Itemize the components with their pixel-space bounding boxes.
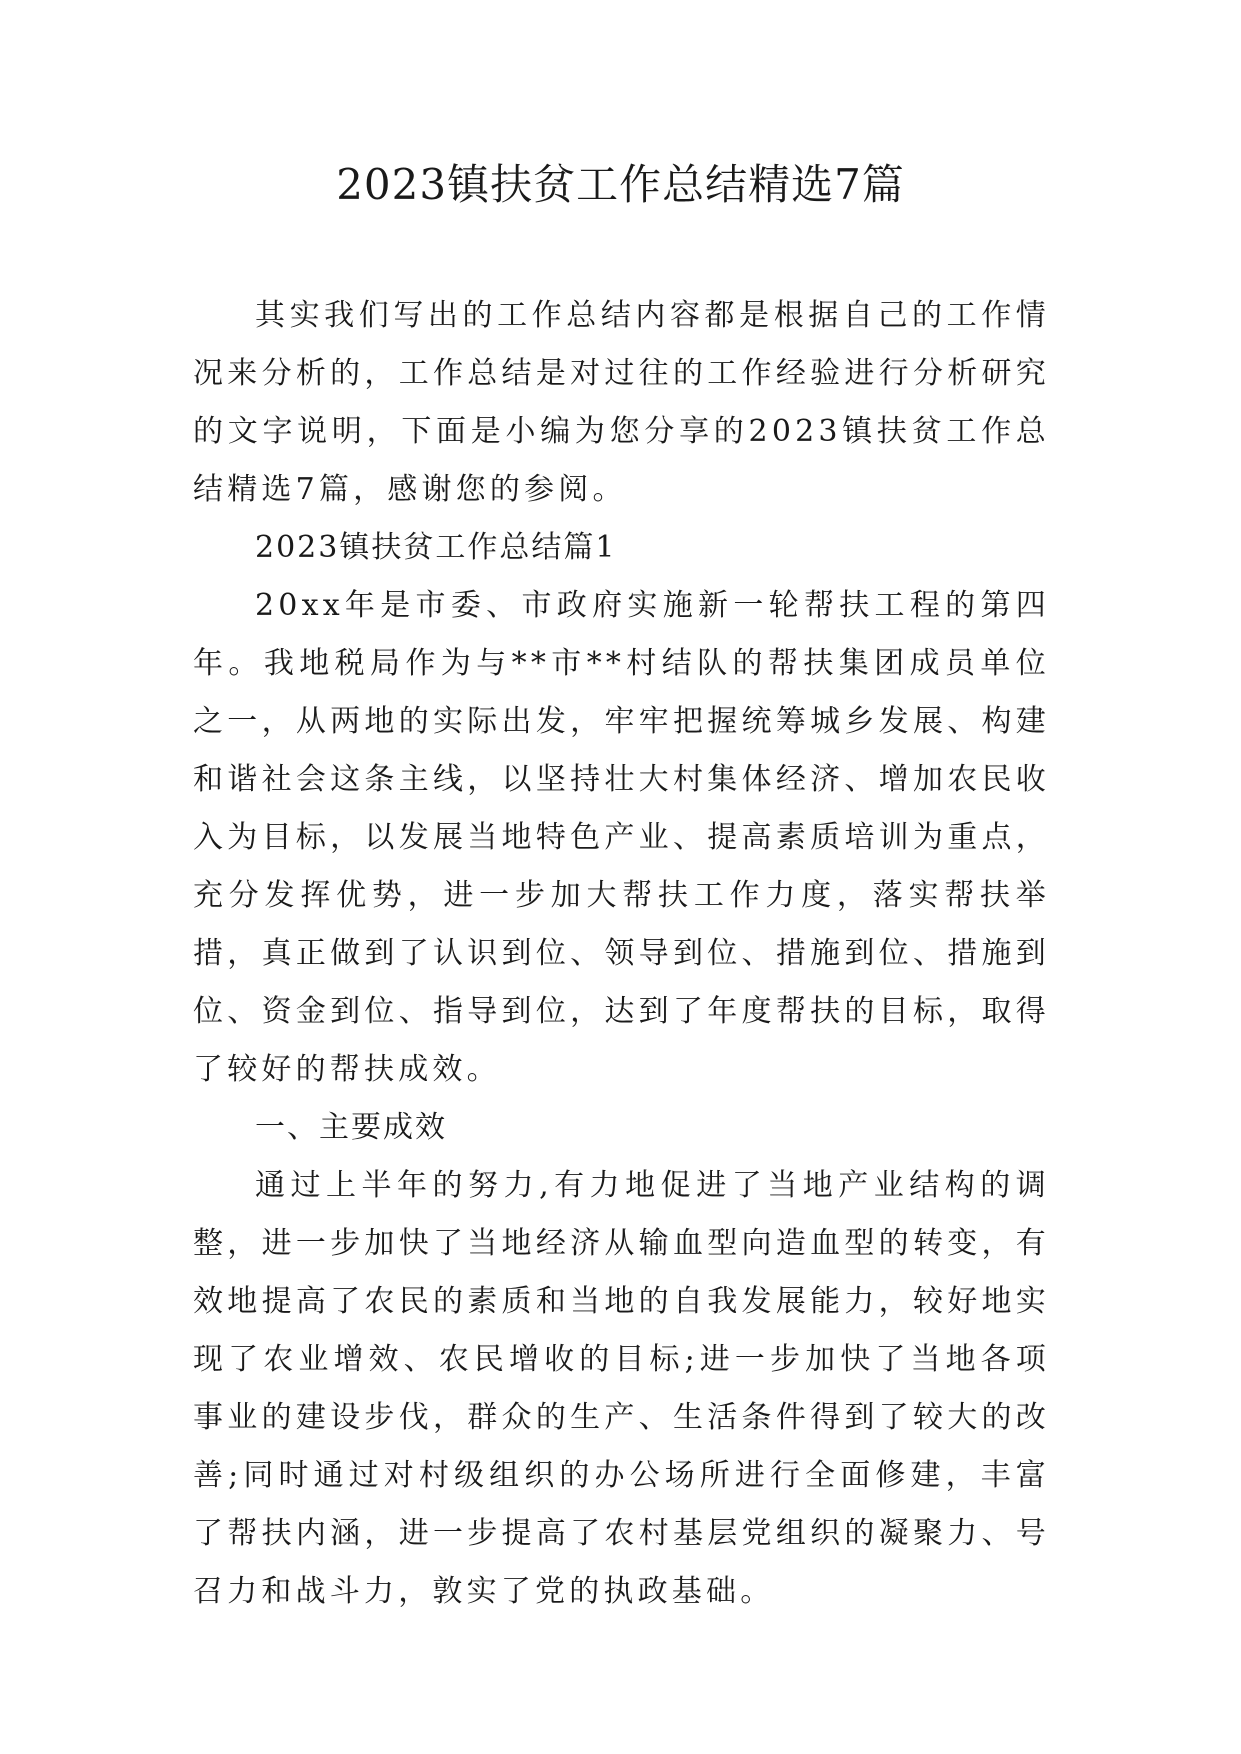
section-heading-part1: 2023镇扶贫工作总结篇1	[255, 530, 617, 565]
document-title: 2023镇扶贫工作总结精选7篇	[336, 160, 905, 209]
intro-paragraph: 其实我们写出的工作总结内容都是根据自己的工作情况来分析的，工作总结是对过往的工作经验进行分析研究的文字说明，下面是小编为您分享的2023镇扶贫工作总结精选7篇，感谢您的参阅。	[193, 298, 1050, 507]
document-body	[193, 287, 1050, 1621]
body-paragraph: 20xx年是市委、市政府实施新一轮帮扶工程的第四年。我地税局作为与**市**村结队的帮扶集团成员单位之一，从两地的实际出发，牢牢把握统筹城乡发展、构建和谐社会这条主线，以坚持壮大村集体经济、增加农民收入为目标，以发展当地特色产业、提高素质培训为重点，充分发挥优势，进一步加大帮扶工作力度，落实帮扶举措，真正做到了认识到位、领导到位、措施到位、措施到位、资金到位、指导到位，达到了年度帮扶的目标，取得了较好的帮扶成效。	[193, 588, 1050, 1087]
section-heading-main-results: 一、主要成效	[255, 1110, 447, 1145]
body-paragraph: 通过上半年的努力,有力地促进了当地产业结构的调整，进一步加快了当地经济从输血型向造血型的转变，有效地提高了农民的素质和当地的自我发展能力，较好地实现了农业增效、农民增收的目标;进一步加快了当地各项事业的建设步伐，群众的生产、生活条件得到了较大的改善;同时通过对村级组织的办公场所进行全面修建，丰富了帮扶内涵，进一步提高了农村基层党组织的凝聚力、号召力和战斗力，敦实了党的执政基础。	[193, 1168, 1050, 1609]
